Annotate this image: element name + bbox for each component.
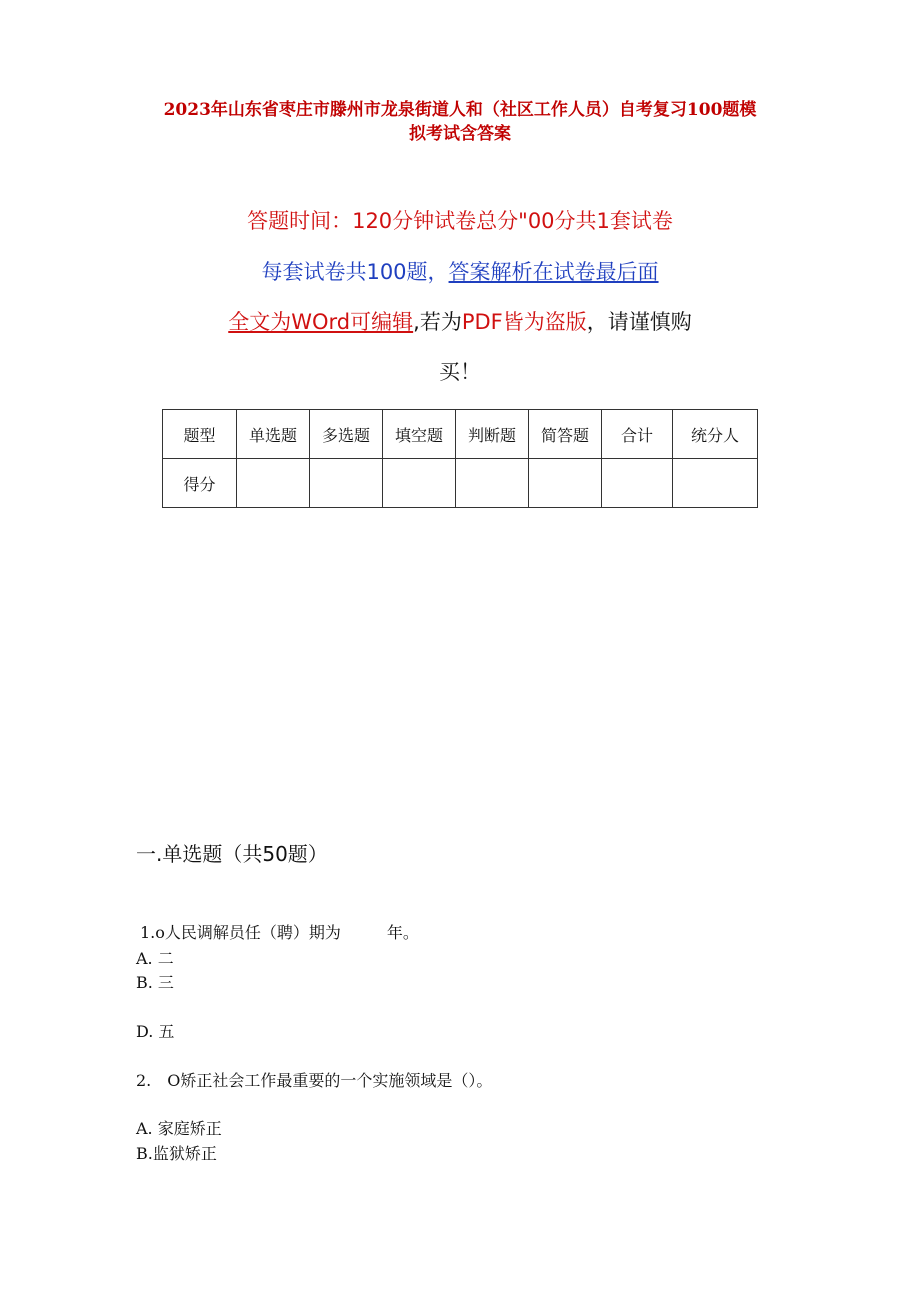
header-cell-single-choice: 单选题 bbox=[237, 410, 310, 459]
document-title-line1: 2023年山东省枣庄市滕州市龙泉街道人和（社区工作人员）自考复习100题模 bbox=[163, 100, 757, 120]
question-1-stem-end: 年。 bbox=[386, 923, 419, 942]
score-cell bbox=[383, 459, 456, 508]
paper-info-count: 每套试卷共100题， bbox=[261, 260, 449, 284]
pdf-piracy-text: PDF皆为盗版 bbox=[461, 310, 587, 334]
score-cell bbox=[237, 459, 310, 508]
score-table-score-row bbox=[163, 459, 758, 508]
score-cell bbox=[529, 459, 602, 508]
question-1-stem-text: 1.o人民调解员任（聘）期为 bbox=[140, 923, 341, 942]
header-cell-short-answer: 简答题 bbox=[529, 410, 602, 459]
question-1-stem bbox=[140, 920, 419, 943]
header-cell-fill-blank: 填空题 bbox=[383, 410, 456, 459]
document-title-line2: 拟考试含答案 bbox=[409, 124, 511, 144]
copyright-connector: ,若为 bbox=[413, 310, 462, 334]
word-editable-text: 全文为WOrd可编辑 bbox=[228, 310, 414, 334]
header-cell-multiple-choice: 多选题 bbox=[310, 410, 383, 459]
copyright-notice bbox=[0, 306, 920, 336]
score-table bbox=[162, 409, 758, 508]
exam-time-notice: 答题时间：120分钟试卷总分"00分共1套试卷 bbox=[247, 209, 673, 233]
question-2-option-b: B.监狱矫正 bbox=[136, 1144, 217, 1163]
header-cell-total: 合计 bbox=[602, 410, 673, 459]
answer-location-link[interactable]: 答案解析在试卷最后面 bbox=[448, 260, 659, 284]
section-heading: 一.单选题（共50题） bbox=[136, 842, 328, 866]
score-cell bbox=[310, 459, 383, 508]
question-1-option-b: B. 三 bbox=[136, 973, 174, 992]
score-cell bbox=[456, 459, 529, 508]
score-row-label: 得分 bbox=[163, 459, 237, 508]
copyright-notice-end: 买！ bbox=[439, 360, 481, 384]
question-1-option-d: D. 五 bbox=[136, 1022, 175, 1041]
header-cell-grader: 统分人 bbox=[673, 410, 758, 459]
score-table-header-row bbox=[163, 410, 758, 459]
copyright-warning: ，请谨慎购 bbox=[586, 310, 692, 334]
document-title bbox=[120, 98, 800, 146]
question-2-stem: 2. O矫正社会工作最重要的一个实施领域是（）。 bbox=[136, 1071, 493, 1090]
paper-info-notice bbox=[0, 256, 920, 286]
header-cell-true-false: 判断题 bbox=[456, 410, 529, 459]
header-cell-type: 题型 bbox=[163, 410, 237, 459]
score-cell bbox=[673, 459, 758, 508]
score-cell bbox=[602, 459, 673, 508]
question-1-option-a: A. 二 bbox=[136, 949, 174, 968]
question-2-option-a: A. 家庭矫正 bbox=[136, 1119, 222, 1138]
